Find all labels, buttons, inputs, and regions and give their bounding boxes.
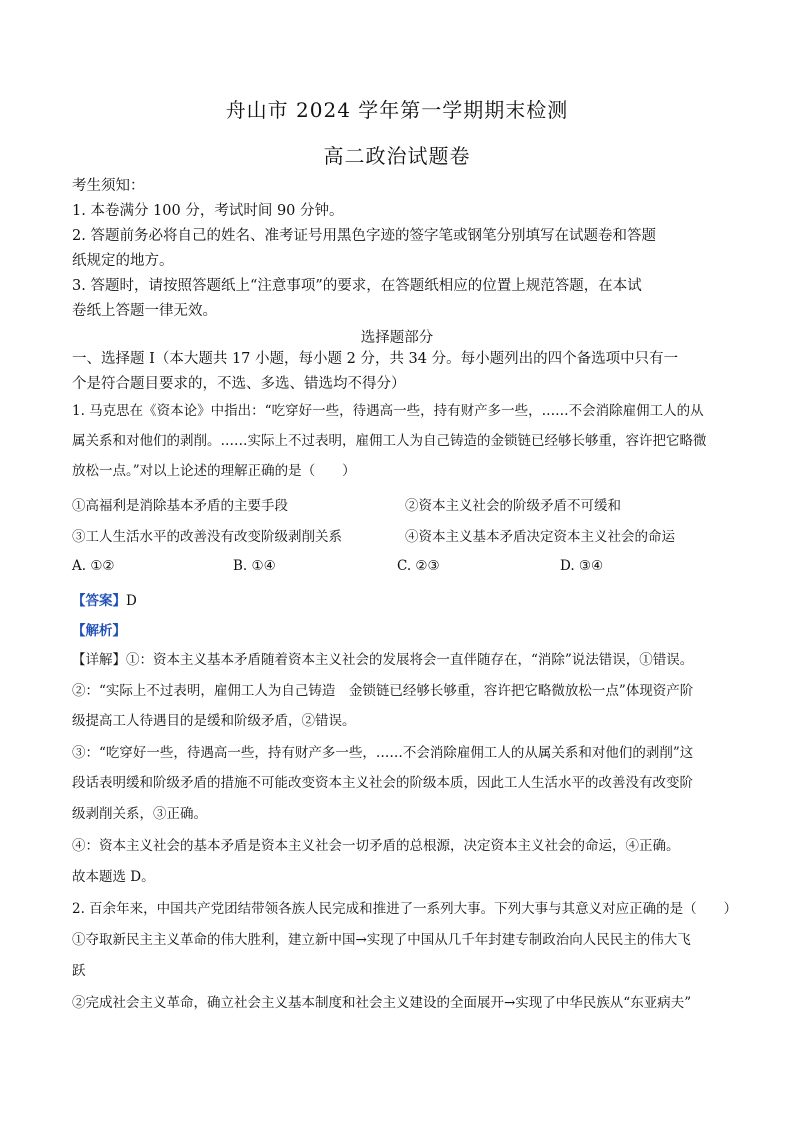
section-intro: 一、选择题 I（本大题共 17 小题，每小题 2 分，共 34 分。每小题列出的四个备选项中只有一 [72,351,679,367]
notice-line: 纸规定的地方。 [72,253,174,269]
exam-title: 舟山市 2024 学年第一学期期末检测 [225,98,569,122]
q1-detail-line: ②：“实际上不过表明，雇佣工人为自己铸造 金锁链已经够长够重，容许把它略微放松一点”体现资产阶 [72,683,694,699]
notice-line: 1. 本卷满分 100 分，考试时间 90 分钟。 [72,203,344,219]
q1-choice-a: A. ①② [72,558,115,574]
q1-answer [72,589,137,609]
q1-statement-1: ①高福利是消除基本矛盾的主要手段 [72,498,288,514]
analysis-tag: 【解析】 [72,623,126,639]
q1-choice-b: B. ①④ [233,558,276,574]
notice-heading: 考生须知： [72,178,145,194]
q2-item-line: ②完成社会主义革命，确立社会主义基本制度和社会主义建设的全面展开→实现了中华民族从“东亚病夫” [72,995,692,1011]
q1-statement-2: ②资本主义社会的阶级矛盾不可缓和 [405,498,621,514]
notice-line: 3. 答题时，请按照答题纸上“注意事项”的要求，在答题纸相应的位置上规范答题，在本试 [72,278,642,294]
answer-tag: 【答案】 [72,593,126,609]
detail-text: ①：资本主义基本矛盾随着资本主义社会的发展将会一直伴随存在，“消除”说法错误，①错误。 [126,652,694,668]
question-1-stem: 1. 马克思在《资本论》中指出：“吃穿好一些，待遇高一些，持有财产多一些，……不会消除雇佣工人的从 [72,403,704,419]
q1-detail-line: 级剥削关系，③正确。 [72,806,207,822]
question-1-stem: 放松一点。”对以上论述的理解正确的是（ ） [72,463,356,479]
q1-analysis-tag [72,619,126,639]
q1-statement-4: ④资本主义基本矛盾决定资本主义社会的命运 [405,529,675,545]
section-title: 选择题部分 [360,330,434,346]
section-intro: 个是符合题目要求的，不选、多选、错选均不得分） [72,376,406,392]
q1-choice-d: D. ③④ [560,558,604,574]
question-2-stem: 2. 百余年来，中国共产党团结带领各族人民完成和推进了一系列大事。下列大事与其意义对应正确的是（ ） [72,901,738,917]
exam-subtitle: 高二政治试题卷 [323,144,471,168]
notice-line: 卷纸上答题一律无效。 [72,303,217,319]
notice-line: 2. 答题前务必将自己的姓名、准考证号用黑色字迹的签字笔或钢笔分别填写在试题卷和答题 [72,228,656,244]
question-1-stem: 属关系和对他们的剥削。……实际上不过表明，雇佣工人为自己铸造的金锁链已经够长够重，容许把它略微 [72,433,707,449]
q1-detail-line: ④：资本主义社会的基本矛盾是资本主义社会一切矛盾的总根源，决定资本主义社会的命运，④正确。 [72,838,680,854]
detail-tag: 【详解】 [72,652,126,668]
q1-detail-line: 故本题选 D。 [72,869,155,885]
q1-detail-line: ③：“吃穿好一些，待遇高一些，持有财产多一些，……不会消除雇佣工人的从属关系和对他们的剥削”这 [72,745,694,761]
q1-choice-c: C. ②③ [397,558,440,574]
q2-item-line: 跃 [72,963,86,979]
q1-statement-3: ③工人生活水平的改善没有改变阶级剥削关系 [72,529,342,545]
answer-value: D [126,593,137,609]
q1-detail-line: 级提高工人待遇目的是缓和阶级矛盾，②错误。 [72,713,356,729]
q1-detail-line [72,650,732,670]
q2-item-line: ①夺取新民主主义革命的伟大胜利，建立新中国→实现了中国从几千年封建专制政治向人民民主的伟大飞 [72,932,691,948]
q1-detail-line: 段话表明缓和阶级矛盾的措施不可能改变资本主义社会的阶级本质，因此工人生活水平的改善没有改变阶 [72,775,693,791]
